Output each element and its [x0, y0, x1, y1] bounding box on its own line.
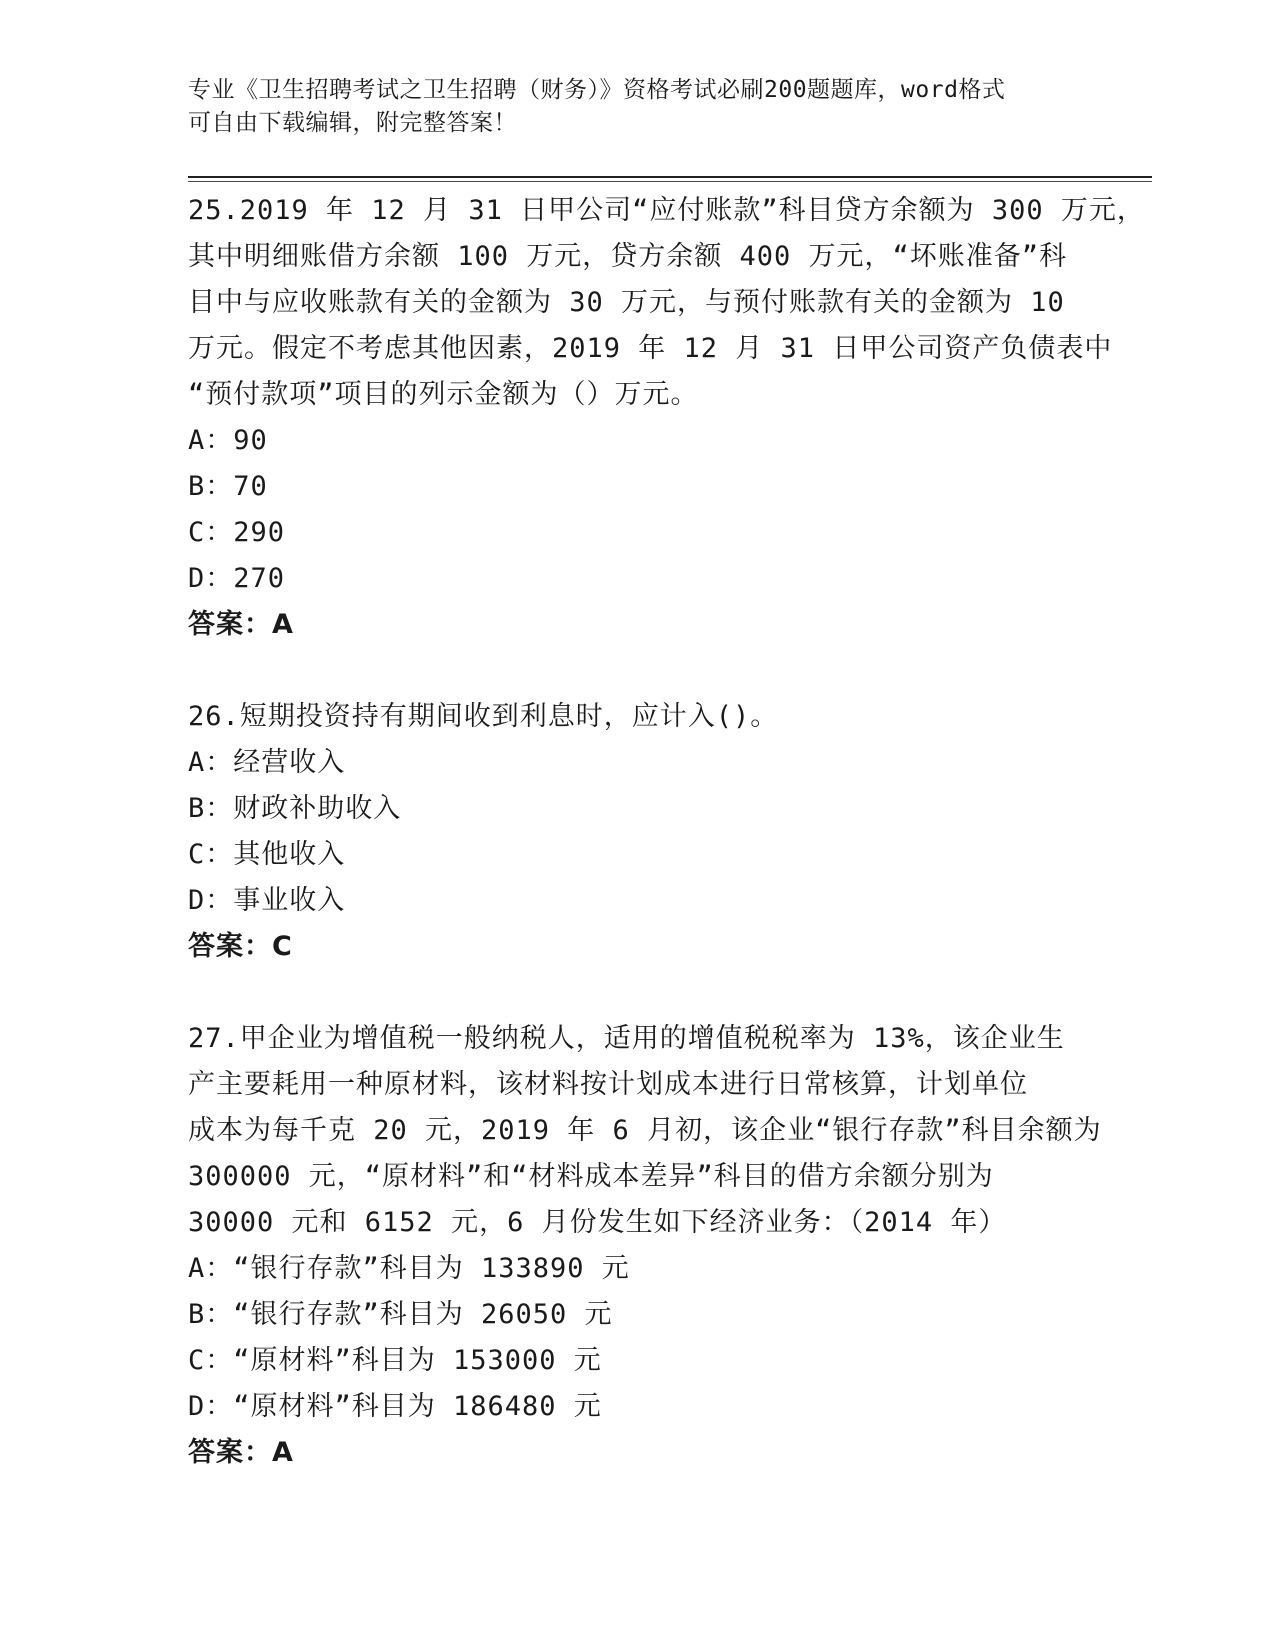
- question-text-line: 成本为每千克 20 元，2019 年 6 月初，该企业“银行存款”科目余额为: [188, 1115, 1102, 1146]
- question-27: [188, 1016, 1102, 1476]
- option-d: D：270: [188, 563, 286, 594]
- answer-line: 答案：A: [188, 1437, 294, 1468]
- header-divider-thick: [188, 176, 1152, 178]
- header-divider-thin: [188, 181, 1152, 182]
- option-a: A：90: [188, 425, 268, 456]
- page-header: [188, 74, 1068, 140]
- answer-line: 答案：A: [188, 609, 294, 640]
- option-b: B：70: [188, 471, 268, 502]
- option-b: B：“银行存款”科目为 26050 元: [188, 1299, 613, 1330]
- option-c: C：其他收入: [188, 839, 346, 870]
- question-text-line: 25.2019 年 12 月 31 日甲公司“应付账款”科目贷方余额为 300 万元，: [188, 195, 1145, 226]
- question-text-line: 其中明细账借方余额 100 万元，贷方余额 400 万元，“坏账准备”科: [188, 241, 1068, 272]
- option-a: A：经营收入: [188, 747, 346, 778]
- header-line-2: 可自由下载编辑，附完整答案！: [188, 110, 517, 136]
- question-25: [188, 188, 1145, 648]
- question-list: [188, 188, 1145, 1476]
- answer-line: 答案：C: [188, 931, 293, 962]
- question-text-line: “预付款项”项目的列示金额为（）万元。: [188, 379, 699, 410]
- question-text-line: 30000 元和 6152 元，6 月份发生如下经济业务：（2014 年）: [188, 1207, 1007, 1238]
- question-text-line: 27.甲企业为增值税一般纳税人，适用的增值税税率为 13%，该企业生: [188, 1023, 1065, 1054]
- question-spacer: [188, 648, 1088, 694]
- option-b: B：财政补助收入: [188, 793, 402, 824]
- option-d: D：“原材料”科目为 186480 元: [188, 1391, 602, 1422]
- question-text-line: 26.短期投资持有期间收到利息时，应计入()。: [188, 701, 779, 732]
- question-text-line: 万元。假定不考虑其他因素，2019 年 12 月 31 日甲公司资产负债表中: [188, 333, 1113, 364]
- question-26: [188, 694, 1088, 970]
- question-text-line: 300000 元，“原材料”和“材料成本差异”科目的借方余额分别为: [188, 1161, 994, 1192]
- question-spacer: [188, 970, 1088, 1016]
- question-text-line: 产主要耗用一种原材料，该材料按计划成本进行日常核算，计划单位: [188, 1069, 1028, 1100]
- option-a: A：“银行存款”科目为 133890 元: [188, 1253, 630, 1284]
- header-line-1: 专业《卫生招聘考试之卫生招聘（财务）》资格考试必刷200题题库，word格式: [188, 77, 1006, 103]
- option-d: D：事业收入: [188, 885, 346, 916]
- option-c: C：290: [188, 517, 286, 548]
- option-c: C：“原材料”科目为 153000 元: [188, 1345, 602, 1376]
- question-text-line: 目中与应收账款有关的金额为 30 万元，与预付账款有关的金额为 10: [188, 287, 1065, 318]
